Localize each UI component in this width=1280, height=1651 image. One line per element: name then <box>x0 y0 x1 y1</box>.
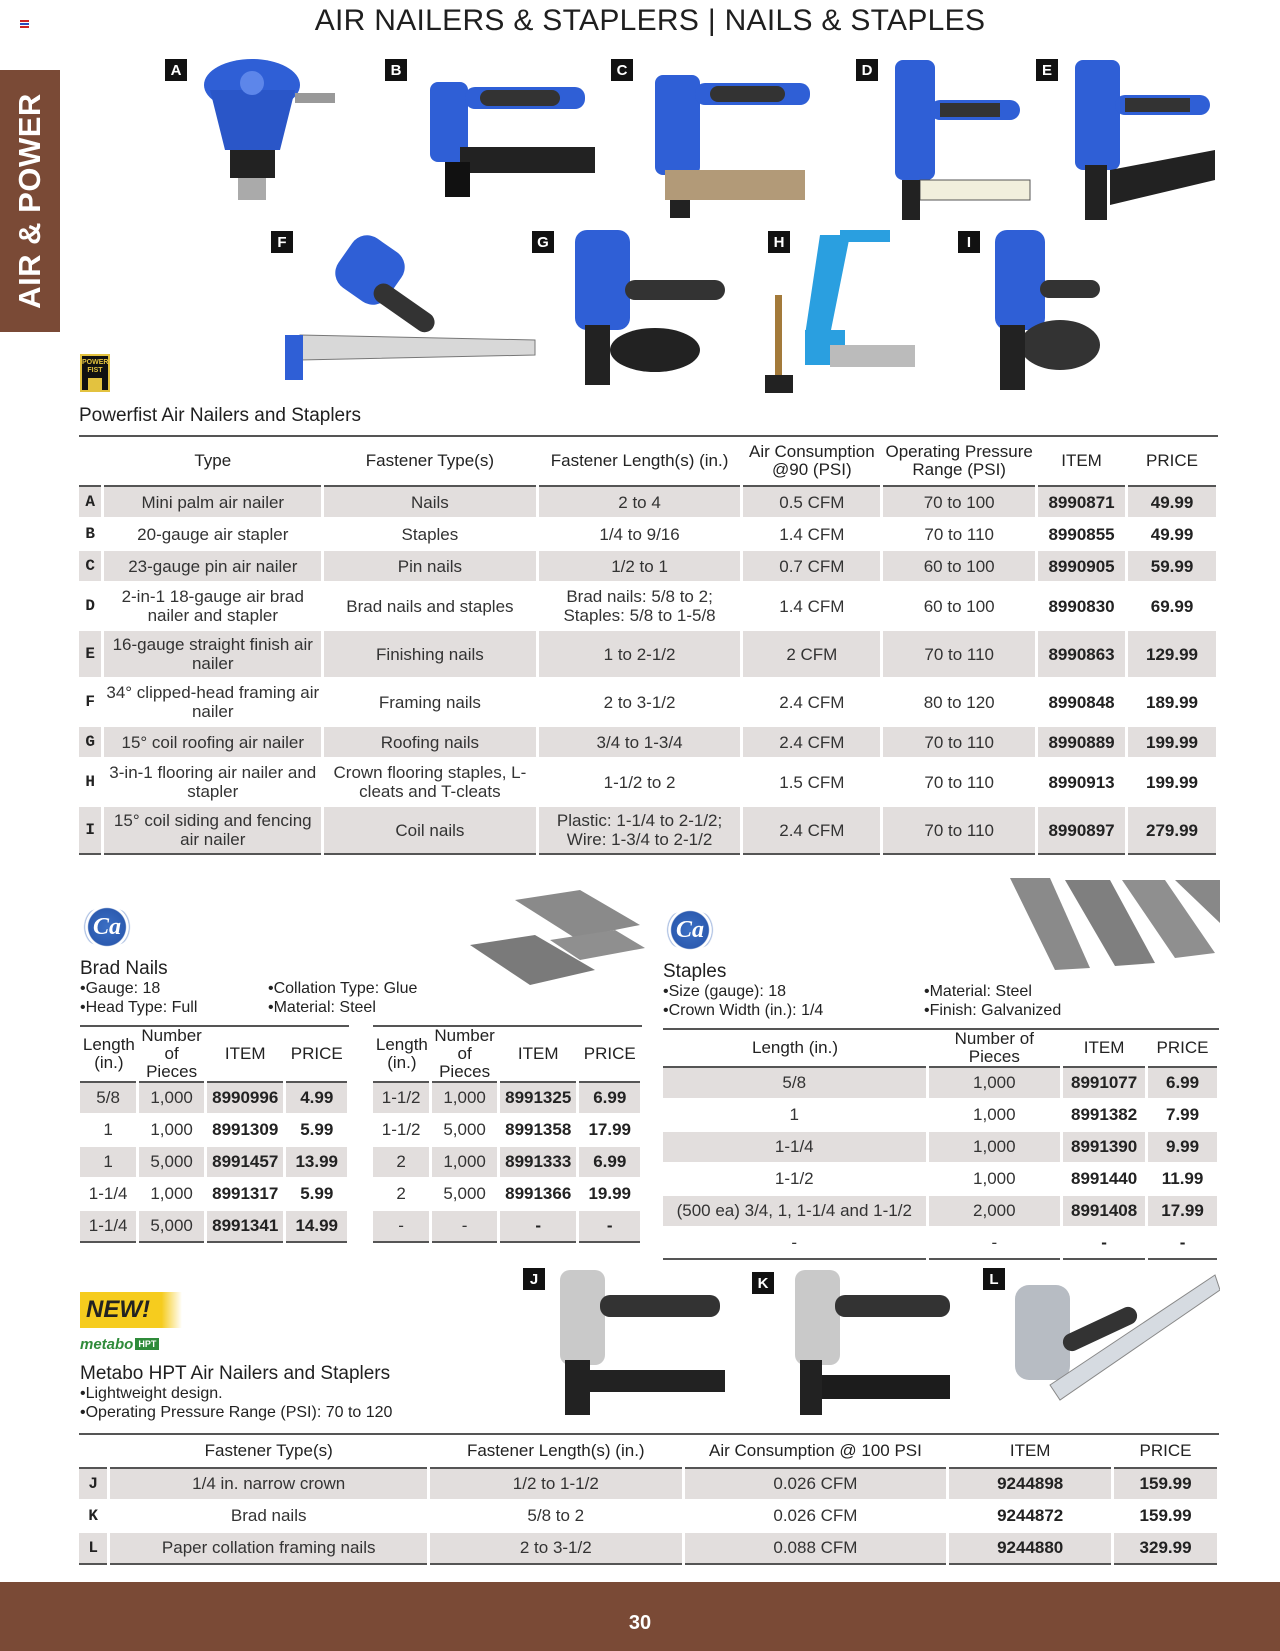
brad-nail-strips-image <box>470 890 645 1008</box>
cell-air: 1.5 CFM <box>742 758 882 806</box>
metabo-bullet-weight: •Lightweight design. <box>80 1385 223 1402</box>
fist-icon <box>88 378 102 390</box>
header-item: ITEM <box>1062 1029 1147 1067</box>
table-cell: - <box>578 1210 642 1242</box>
table-cell: 1 <box>80 1146 138 1178</box>
table-cell: 6.99 <box>1147 1067 1219 1099</box>
cell-letter: A <box>79 486 103 518</box>
cell-price: 49.99 <box>1127 486 1218 518</box>
brad-table-left <box>80 1025 350 1243</box>
table-cell: 5,000 <box>138 1210 206 1242</box>
cell-letter: L <box>79 1532 109 1564</box>
cell-type: 23-gauge pin air nailer <box>103 550 323 582</box>
table-cell: 6.99 <box>578 1082 642 1114</box>
brad-bullet-material: •Material: Steel <box>268 999 376 1016</box>
page-number: 30 <box>628 1612 652 1634</box>
cell-length: 1/2 to 1 <box>537 550 742 582</box>
table-cell: - <box>663 1227 927 1259</box>
cell-air: 2.4 CFM <box>742 678 882 726</box>
header-type: Type <box>103 436 323 486</box>
table-cell: 1,000 <box>138 1178 206 1210</box>
header-length: Fastener Length(s) (in.) <box>537 436 742 486</box>
metabo-table <box>79 1433 1220 1565</box>
table-row <box>80 1146 349 1178</box>
table-cell: 1 <box>663 1099 927 1131</box>
image-label-d: D <box>856 59 878 81</box>
siding-nailer-image <box>985 225 1110 400</box>
table-row <box>373 1178 642 1210</box>
table-row <box>80 1082 349 1114</box>
table-row <box>79 518 1218 550</box>
cell-air: 0.026 CFM <box>683 1468 948 1500</box>
cell-pressure: 70 to 110 <box>882 806 1037 854</box>
table-cell: 5,000 <box>431 1178 499 1210</box>
cell-air: 0.026 CFM <box>683 1500 948 1532</box>
table-cell: 1,000 <box>927 1099 1062 1131</box>
staples-title: Staples <box>663 961 727 982</box>
cell-air: 2 CFM <box>742 630 882 678</box>
table-cell: 5,000 <box>431 1114 499 1146</box>
cell-price: 159.99 <box>1113 1468 1219 1500</box>
cell-length: 2 to 4 <box>537 486 742 518</box>
cell-item: 9244872 <box>948 1500 1113 1532</box>
cell-letter: C <box>79 550 103 582</box>
metabo-bullet-pressure: •Operating Pressure Range (PSI): 70 to 120 <box>80 1404 393 1421</box>
table-row <box>79 630 1218 678</box>
cell-letter: G <box>79 726 103 758</box>
table-cell: 8991341 <box>205 1210 285 1242</box>
image-label-h: H <box>768 231 790 253</box>
table-header <box>80 1026 349 1082</box>
table-cell: 5,000 <box>138 1146 206 1178</box>
cell-length: 1-1/2 to 2 <box>537 758 742 806</box>
header-price: PRICE <box>578 1026 642 1082</box>
cell-item: 9244898 <box>948 1468 1113 1500</box>
header-pressure: Operating Pressure Range (PSI) <box>882 436 1037 486</box>
table-row <box>663 1195 1219 1227</box>
table-row <box>80 1178 349 1210</box>
table-cell: 8991309 <box>205 1114 285 1146</box>
table-header <box>663 1029 1219 1067</box>
cell-letter: B <box>79 518 103 550</box>
header-length: Length (in.) <box>663 1029 927 1067</box>
table-cell: 1,000 <box>138 1114 206 1146</box>
cell-letter: F <box>79 678 103 726</box>
image-label-j: J <box>523 1268 545 1290</box>
table-cell: 8991390 <box>1062 1131 1147 1163</box>
header-air: Air Consumption @90 (PSI) <box>742 436 882 486</box>
table-row <box>79 726 1218 758</box>
cell-length: Brad nails: 5/8 to 2; Staples: 5/8 to 1-5/8 <box>537 582 742 630</box>
table-cell: 11.99 <box>1147 1163 1219 1195</box>
metabo-brand-tag: HPT <box>135 1338 159 1350</box>
cell-length: 5/8 to 2 <box>428 1500 683 1532</box>
table-row <box>663 1163 1219 1195</box>
cell-fastener: Brad nails and staples <box>323 582 538 630</box>
cell-air: 0.7 CFM <box>742 550 882 582</box>
cell-item: 8990871 <box>1037 486 1127 518</box>
image-label-i: I <box>958 231 980 253</box>
cell-item: 9244880 <box>948 1532 1113 1564</box>
side-tab <box>0 70 60 332</box>
powerfist-badge <box>80 354 110 392</box>
cell-air: 0.5 CFM <box>742 486 882 518</box>
table-cell: 1-1/4 <box>663 1131 927 1163</box>
header-fastener: Fastener Type(s) <box>323 436 538 486</box>
table-row <box>80 1210 349 1242</box>
cell-letter: H <box>79 758 103 806</box>
table-cell: 1,000 <box>431 1146 499 1178</box>
cell-air: 1.4 CFM <box>742 582 882 630</box>
cell-item: 8990897 <box>1037 806 1127 854</box>
table-row <box>373 1082 642 1114</box>
framing-nailer-image <box>280 225 545 385</box>
cell-length: 3/4 to 1-3/4 <box>537 726 742 758</box>
staples-table <box>663 1028 1220 1260</box>
table-row <box>80 1114 349 1146</box>
flooring-nailer-image <box>760 225 925 400</box>
cell-item: 8990863 <box>1037 630 1127 678</box>
cell-type: 20-gauge air stapler <box>103 518 323 550</box>
side-tab-label: AIR & POWER <box>12 93 47 309</box>
table-cell: 8991382 <box>1062 1099 1147 1131</box>
table-cell: 2,000 <box>927 1195 1062 1227</box>
header-length: Length (in.) <box>373 1026 431 1082</box>
cell-pressure: 70 to 110 <box>882 630 1037 678</box>
cell-fastener: Roofing nails <box>323 726 538 758</box>
powerfist-badge-label: POWER FIST <box>82 359 109 374</box>
cell-letter: I <box>79 806 103 854</box>
header-pieces: Number of Pieces <box>927 1029 1062 1067</box>
header-fastener: Fastener Type(s) <box>109 1434 429 1468</box>
table-cell: 8991358 <box>498 1114 578 1146</box>
header-item: ITEM <box>205 1026 285 1082</box>
cell-air: 2.4 CFM <box>742 726 882 758</box>
table-cell: 17.99 <box>1147 1195 1219 1227</box>
table-header <box>373 1026 642 1082</box>
cell-air: 2.4 CFM <box>742 806 882 854</box>
table-cell: 8991317 <box>205 1178 285 1210</box>
table-cell: 5.99 <box>285 1178 349 1210</box>
cell-fastener: Pin nails <box>323 550 538 582</box>
cell-pressure: 60 to 100 <box>882 550 1037 582</box>
image-label-e: E <box>1036 59 1058 81</box>
cell-item: 8990830 <box>1037 582 1127 630</box>
table-cell: 19.99 <box>578 1178 642 1210</box>
table-row <box>79 582 1218 630</box>
table-cell: - <box>431 1210 499 1242</box>
table-cell: (500 ea) 3/4, 1, 1-1/4 and 1-1/2 <box>663 1195 927 1227</box>
cell-air: 0.088 CFM <box>683 1532 948 1564</box>
table-cell: 2 <box>373 1178 431 1210</box>
header-price: PRICE <box>1127 436 1218 486</box>
cell-fastener: Finishing nails <box>323 630 538 678</box>
header-blank <box>79 436 103 486</box>
narrow-crown-stapler-image <box>555 1265 730 1420</box>
finish-nailer-image <box>1070 55 1220 225</box>
table-cell: 4.99 <box>285 1082 349 1114</box>
metabo-logo <box>80 1336 159 1353</box>
cell-price: 59.99 <box>1127 550 1218 582</box>
table-cell: 1,000 <box>138 1082 206 1114</box>
image-label-f: F <box>271 231 293 253</box>
cell-letter: E <box>79 630 103 678</box>
table-cell: 1-1/4 <box>80 1178 138 1210</box>
header-price: PRICE <box>1147 1029 1219 1067</box>
cell-pressure: 60 to 100 <box>882 582 1037 630</box>
brad-nailer-stapler-image <box>890 55 1035 225</box>
cell-fastener: Coil nails <box>323 806 538 854</box>
cell-price: 199.99 <box>1127 726 1218 758</box>
table-cell: 2 <box>373 1146 431 1178</box>
image-label-k: K <box>752 1272 774 1294</box>
roofing-nailer-image <box>565 225 740 390</box>
table-row <box>663 1227 1219 1259</box>
table-cell: 1,000 <box>927 1067 1062 1099</box>
cell-letter: D <box>79 582 103 630</box>
table-row <box>79 758 1218 806</box>
cell-item: 8990855 <box>1037 518 1127 550</box>
powerfist-table <box>79 435 1219 855</box>
table-row <box>79 486 1218 518</box>
table-header <box>79 1434 1219 1468</box>
table-cell: - <box>1147 1227 1219 1259</box>
table-cell: 8991457 <box>205 1146 285 1178</box>
table-cell: 8990996 <box>205 1082 285 1114</box>
metabo-section-title: Metabo HPT Air Nailers and Staplers <box>80 1363 391 1384</box>
table-cell: 8991325 <box>498 1082 578 1114</box>
cell-length: 2 to 3-1/2 <box>537 678 742 726</box>
cell-fastener: Brad nails <box>109 1500 429 1532</box>
cell-length: 2 to 3-1/2 <box>428 1532 683 1564</box>
header-pieces: Number of Pieces <box>138 1026 206 1082</box>
table-cell: - <box>373 1210 431 1242</box>
brad-bullet-head: •Head Type: Full <box>80 999 198 1016</box>
framing-nailer-metabo-image <box>1010 1265 1220 1420</box>
page-title: AIR NAILERS & STAPLERS | NAILS & STAPLES <box>314 4 986 37</box>
image-label-c: C <box>611 59 633 81</box>
cell-pressure: 70 to 110 <box>882 758 1037 806</box>
table-cell: 6.99 <box>578 1146 642 1178</box>
table-row <box>373 1146 642 1178</box>
cell-length: 1/2 to 1-1/2 <box>428 1468 683 1500</box>
table-cell: 5.99 <box>285 1114 349 1146</box>
cell-fastener: 1/4 in. narrow crown <box>109 1468 429 1500</box>
cell-price: 199.99 <box>1127 758 1218 806</box>
cell-pressure: 70 to 110 <box>882 726 1037 758</box>
table-cell: 17.99 <box>578 1114 642 1146</box>
cell-price: 49.99 <box>1127 518 1218 550</box>
table-row <box>663 1131 1219 1163</box>
header-item: ITEM <box>498 1026 578 1082</box>
cell-price: 129.99 <box>1127 630 1218 678</box>
table-row <box>79 1532 1219 1564</box>
cell-air: 1.4 CFM <box>742 518 882 550</box>
footer-bar <box>0 1582 1280 1651</box>
cell-item: 8990905 <box>1037 550 1127 582</box>
palm-nailer-image <box>190 55 350 210</box>
cell-fastener: Paper collation framing nails <box>109 1532 429 1564</box>
table-cell: 9.99 <box>1147 1131 1219 1163</box>
table-cell: - <box>1062 1227 1147 1259</box>
cell-length: Plastic: 1-1/4 to 2-1/2; Wire: 1-3/4 to 2-1/2 <box>537 806 742 854</box>
new-badge: NEW! <box>80 1292 182 1328</box>
table-row <box>79 806 1218 854</box>
cell-type: 3-in-1 flooring air nailer and stapler <box>103 758 323 806</box>
table-header <box>79 436 1218 486</box>
brad-nails-title: Brad Nails <box>80 958 168 979</box>
table-cell: 8991440 <box>1062 1163 1147 1195</box>
cell-type: Mini palm air nailer <box>103 486 323 518</box>
header-item: ITEM <box>1037 436 1127 486</box>
table-cell: 1-1/2 <box>373 1082 431 1114</box>
cell-item: 8990848 <box>1037 678 1127 726</box>
table-cell: - <box>498 1210 578 1242</box>
table-cell: 13.99 <box>285 1146 349 1178</box>
table-row <box>79 1468 1219 1500</box>
table-cell: 8991366 <box>498 1178 578 1210</box>
cell-pressure: 70 to 100 <box>882 486 1037 518</box>
table-cell: 8991408 <box>1062 1195 1147 1227</box>
header-price: PRICE <box>285 1026 349 1082</box>
cell-fastener: Crown flooring staples, L-cleats and T-cleats <box>323 758 538 806</box>
table-row <box>663 1067 1219 1099</box>
staples-bullet-size: •Size (gauge): 18 <box>663 983 787 1000</box>
cell-price: 159.99 <box>1113 1500 1219 1532</box>
table-cell: 5/8 <box>80 1082 138 1114</box>
header-blank <box>79 1434 109 1468</box>
header-pieces: Number of Pieces <box>431 1026 499 1082</box>
metabo-brand: metabo <box>80 1336 134 1353</box>
table-row <box>79 1500 1219 1532</box>
ca-logo: Ca <box>663 910 717 950</box>
table-cell: 1,000 <box>927 1131 1062 1163</box>
brad-bullet-gauge: •Gauge: 18 <box>80 980 161 997</box>
air-stapler-image <box>420 52 605 202</box>
table-cell: 14.99 <box>285 1210 349 1242</box>
cell-item: 8990913 <box>1037 758 1127 806</box>
cell-pressure: 70 to 110 <box>882 518 1037 550</box>
table-cell: 5/8 <box>663 1067 927 1099</box>
cell-fastener: Nails <box>323 486 538 518</box>
image-label-a: A <box>165 59 187 81</box>
cell-type: 34° clipped-head framing air nailer <box>103 678 323 726</box>
staples-bullet-material: •Material: Steel <box>924 983 1032 1000</box>
staples-bullet-finish: •Finish: Galvanized <box>924 1002 1062 1019</box>
table-cell: 7.99 <box>1147 1099 1219 1131</box>
table-cell: 1-1/4 <box>80 1210 138 1242</box>
table-cell: 1,000 <box>927 1163 1062 1195</box>
table-cell: 1-1/2 <box>373 1114 431 1146</box>
header-length: Fastener Length(s) (in.) <box>428 1434 683 1468</box>
header-air: Air Consumption @ 100 PSI <box>683 1434 948 1468</box>
table-row <box>79 550 1218 582</box>
cell-price: 279.99 <box>1127 806 1218 854</box>
cell-type: 2-in-1 18-gauge air brad nailer and stapler <box>103 582 323 630</box>
cell-pressure: 80 to 120 <box>882 678 1037 726</box>
brad-nailer-metabo-image <box>790 1265 960 1420</box>
image-label-g: G <box>532 231 554 253</box>
brad-bullet-collation: •Collation Type: Glue <box>268 980 418 997</box>
table-cell: 8991077 <box>1062 1067 1147 1099</box>
table-cell: 1,000 <box>431 1082 499 1114</box>
cell-length: 1 to 2-1/2 <box>537 630 742 678</box>
cell-item: 8990889 <box>1037 726 1127 758</box>
table-cell: 1-1/2 <box>663 1163 927 1195</box>
cell-length: 1/4 to 9/16 <box>537 518 742 550</box>
table-row <box>663 1099 1219 1131</box>
table-cell: 8991333 <box>498 1146 578 1178</box>
cell-type: 15° coil roofing air nailer <box>103 726 323 758</box>
cell-fastener: Staples <box>323 518 538 550</box>
cell-price: 69.99 <box>1127 582 1218 630</box>
cell-type: 15° coil siding and fencing air nailer <box>103 806 323 854</box>
table-cell: - <box>927 1227 1062 1259</box>
cell-fastener: Framing nails <box>323 678 538 726</box>
image-label-b: B <box>385 59 407 81</box>
cell-price: 329.99 <box>1113 1532 1219 1564</box>
brad-table-right <box>373 1025 643 1243</box>
staples-bullet-crown: •Crown Width (in.): 1/4 <box>663 1002 824 1019</box>
table-cell: 1 <box>80 1114 138 1146</box>
header-length: Length (in.) <box>80 1026 138 1082</box>
cell-type: 16-gauge straight finish air nailer <box>103 630 323 678</box>
cell-price: 189.99 <box>1127 678 1218 726</box>
cell-letter: K <box>79 1500 109 1532</box>
table-row <box>373 1210 642 1242</box>
pin-nailer-image <box>650 55 820 220</box>
header-price: PRICE <box>1113 1434 1219 1468</box>
table-row <box>373 1114 642 1146</box>
header-item: ITEM <box>948 1434 1113 1468</box>
image-label-l: L <box>983 1268 1005 1290</box>
staple-strips-image <box>1010 878 1220 973</box>
ca-logo: Ca <box>80 907 134 947</box>
powerfist-section-title: Powerfist Air Nailers and Staplers <box>79 405 361 426</box>
cell-letter: J <box>79 1468 109 1500</box>
table-row <box>79 678 1218 726</box>
